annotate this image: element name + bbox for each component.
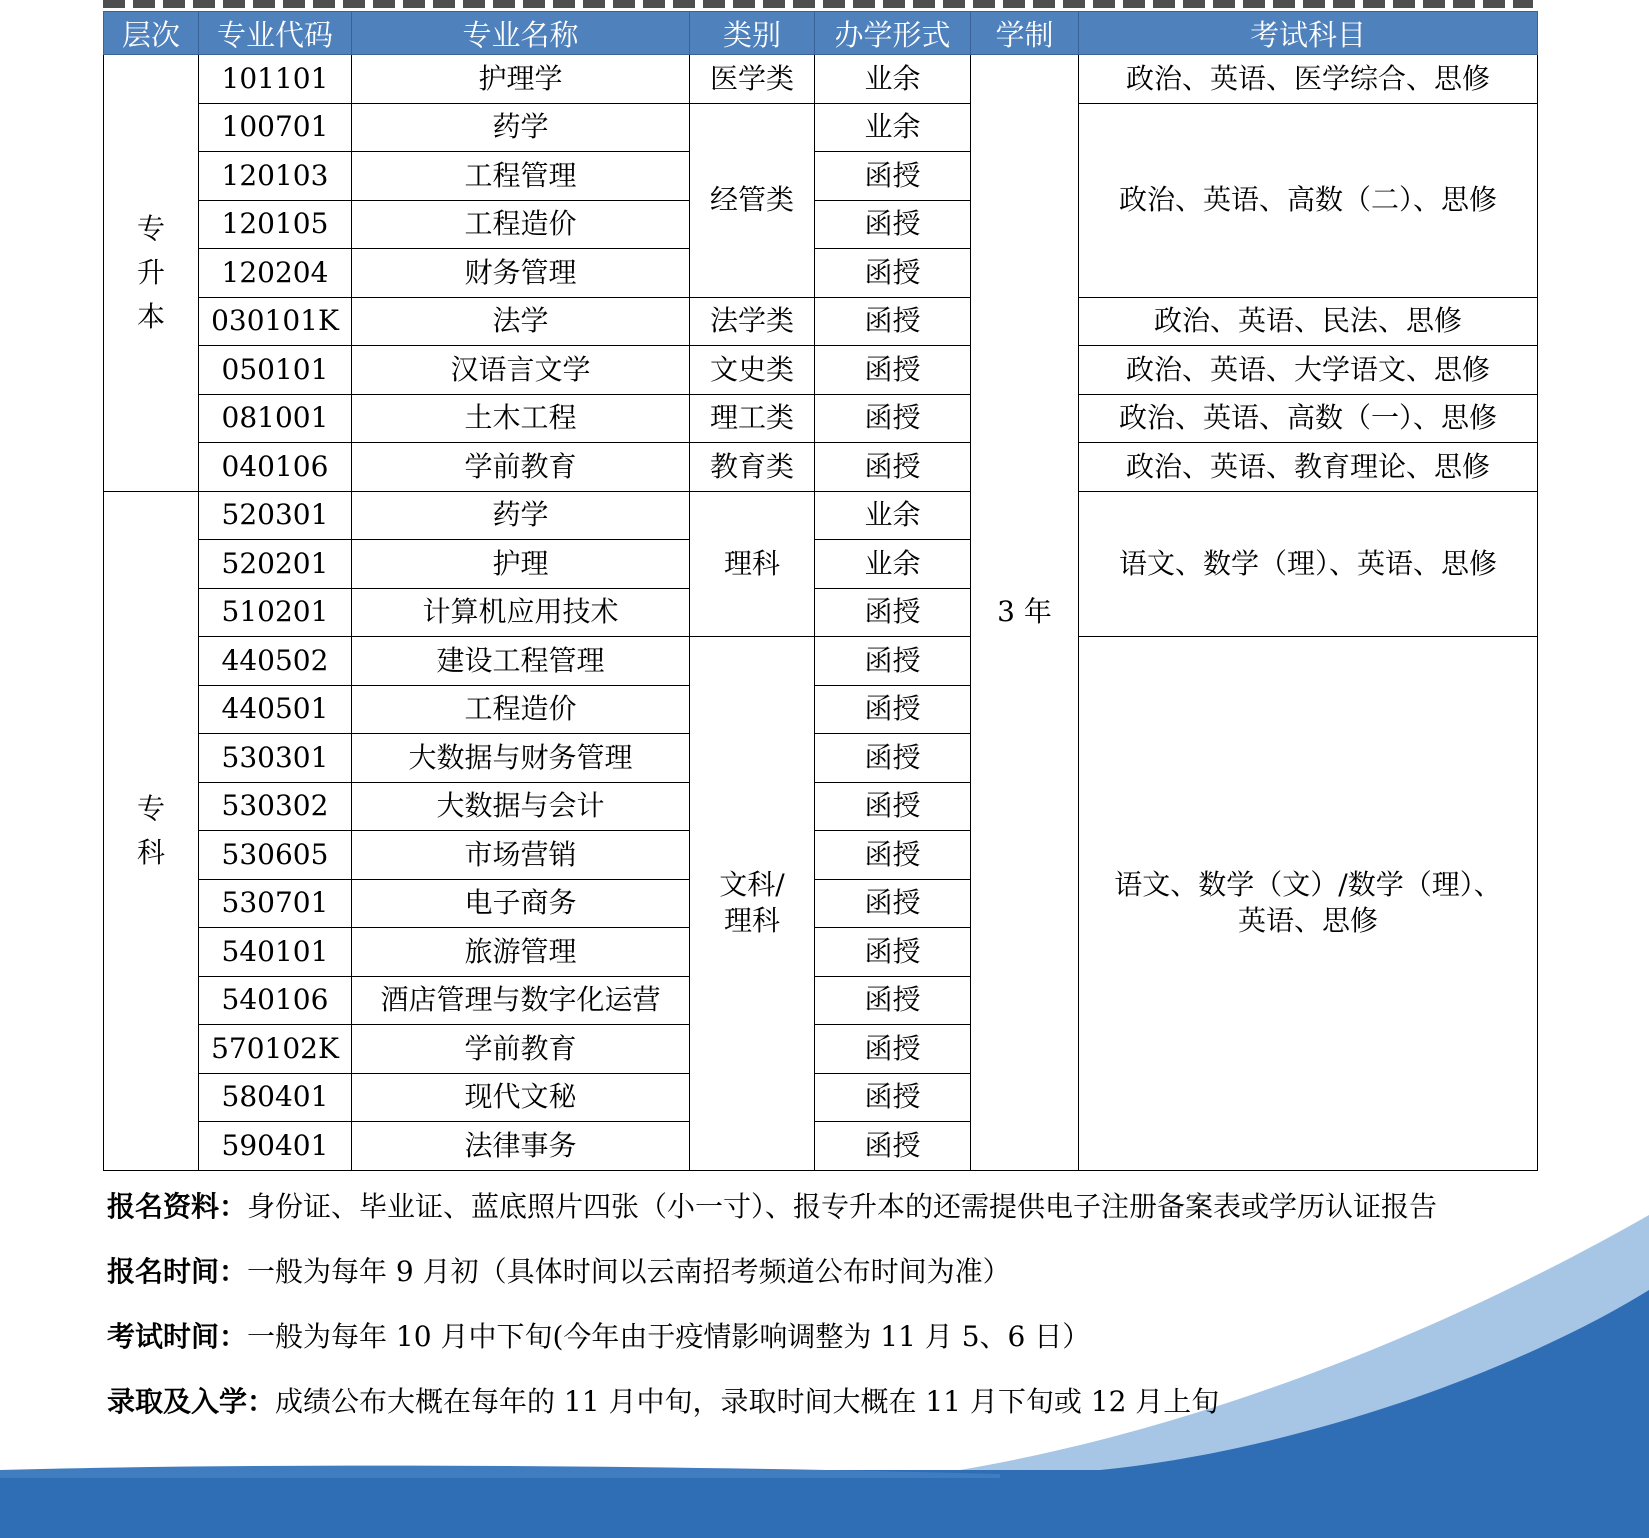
header-code: 专业代码 [199,12,352,55]
code-cell: 510201 [199,588,352,637]
table-row [104,443,1538,492]
code-cell: 120105 [199,200,352,249]
name-cell: 大数据与财务管理 [352,734,690,783]
name-cell: 市场营销 [352,831,690,880]
name-cell: 工程造价 [352,200,690,249]
name-cell: 现代文秘 [352,1073,690,1122]
program-table [103,11,1538,1171]
notes-section [107,1187,1557,1447]
level-junior-char: 专 [136,791,165,825]
table-row [104,297,1538,346]
code-cell: 100701 [199,103,352,152]
subjects-cell: 政治、英语、高数（一）、思修 [1079,394,1538,443]
mode-cell: 函授 [815,831,971,880]
code-cell: 081001 [199,394,352,443]
header-category: 类别 [690,12,815,55]
code-cell: 050101 [199,346,352,395]
duration-cell: 3 年 [971,55,1079,1171]
name-cell: 护理 [352,540,690,589]
name-cell: 土木工程 [352,394,690,443]
note-registration-time [107,1252,1557,1317]
header-name: 专业名称 [352,12,690,55]
name-cell: 法学 [352,297,690,346]
code-cell: 590401 [199,1122,352,1171]
code-cell: 530605 [199,831,352,880]
code-cell: 570102K [199,1025,352,1074]
note-admission [107,1382,1557,1447]
subjects-cell: 语文、数学（理）、英语、思修 [1079,491,1538,637]
mode-cell: 业余 [815,540,971,589]
code-cell: 030101K [199,297,352,346]
name-cell: 计算机应用技术 [352,588,690,637]
table-row [104,637,1538,686]
code-cell: 440501 [199,685,352,734]
mode-cell: 函授 [815,249,971,298]
code-cell: 120103 [199,152,352,201]
mode-cell: 函授 [815,1073,971,1122]
name-cell: 酒店管理与数字化运营 [352,976,690,1025]
level-upgrade-char: 专 [136,211,165,245]
note-label: 录取及入学： [107,1385,276,1418]
mode-cell: 函授 [815,346,971,395]
table-row [104,346,1538,395]
name-cell: 学前教育 [352,443,690,492]
name-cell: 工程管理 [352,152,690,201]
subjects-line: 语文、数学（文）/数学（理）、 [1114,867,1502,901]
mode-cell: 业余 [815,103,971,152]
mode-cell: 函授 [815,443,971,492]
mode-cell: 函授 [815,928,971,977]
mode-cell: 函授 [815,782,971,831]
name-cell: 建设工程管理 [352,637,690,686]
code-cell: 040106 [199,443,352,492]
category-cell [690,637,815,1171]
code-cell: 530301 [199,734,352,783]
name-cell: 法律事务 [352,1122,690,1171]
note-text: 身份证、毕业证、蓝底照片四张（小一寸）、报专升本的还需提供电子注册备案表或学历认证报告 [247,1190,1438,1223]
mode-cell: 函授 [815,1025,971,1074]
subjects-cell: 政治、英语、大学语文、思修 [1079,346,1538,395]
code-cell: 530302 [199,782,352,831]
name-cell: 药学 [352,491,690,540]
level-upgrade-cell [104,55,199,492]
cropped-text-line [103,0,1533,8]
note-text: 成绩公布大概在每年的 11 月中旬，录取时间大概在 11 月下旬或 12 月上旬 [275,1385,1220,1418]
mode-cell: 函授 [815,976,971,1025]
mode-cell: 函授 [815,297,971,346]
category-line: 理科 [723,904,780,938]
code-cell: 120204 [199,249,352,298]
table-row [104,394,1538,443]
name-cell: 汉语言文学 [352,346,690,395]
note-registration-materials [107,1187,1557,1252]
category-cell: 经管类 [690,103,815,297]
header-level: 层次 [104,12,199,55]
subjects-cell: 政治、英语、民法、思修 [1079,297,1538,346]
name-cell: 电子商务 [352,879,690,928]
mode-cell: 函授 [815,152,971,201]
note-text: 一般为每年 9 月初（具体时间以云南招考频道公布时间为准） [247,1255,1011,1288]
mode-cell: 函授 [815,685,971,734]
subjects-cell [1079,637,1538,1171]
name-cell: 财务管理 [352,249,690,298]
note-label: 报名资料： [107,1190,248,1223]
mode-cell: 函授 [815,879,971,928]
name-cell: 护理学 [352,55,690,104]
mode-cell: 业余 [815,491,971,540]
note-label: 报名时间： [107,1255,248,1288]
table-header-row [104,12,1538,55]
subjects-cell: 政治、英语、教育理论、思修 [1079,443,1538,492]
mode-cell: 函授 [815,200,971,249]
code-cell: 440502 [199,637,352,686]
code-cell: 530701 [199,879,352,928]
mode-cell: 函授 [815,637,971,686]
name-cell: 工程造价 [352,685,690,734]
header-duration: 学制 [971,12,1079,55]
category-line: 文科/ [719,867,785,901]
name-cell: 大数据与会计 [352,782,690,831]
category-cell: 文史类 [690,346,815,395]
table-row [104,103,1538,152]
note-exam-time [107,1317,1557,1382]
category-cell: 理工类 [690,394,815,443]
code-cell: 520301 [199,491,352,540]
header-mode: 办学形式 [815,12,971,55]
table-row [104,55,1538,104]
subjects-cell: 政治、英语、医学综合、思修 [1079,55,1538,104]
header-subjects: 考试科目 [1079,12,1538,55]
name-cell: 药学 [352,103,690,152]
level-junior-cell [104,491,199,1170]
code-cell: 540101 [199,928,352,977]
subjects-line: 英语、思修 [1237,904,1378,938]
name-cell: 学前教育 [352,1025,690,1074]
code-cell: 540106 [199,976,352,1025]
mode-cell: 函授 [815,1122,971,1171]
category-cell: 理科 [690,491,815,637]
mode-cell: 业余 [815,55,971,104]
mode-cell: 函授 [815,734,971,783]
note-text: 一般为每年 10 月中下旬(今年由于疫情影响调整为 11 月 5、6 日） [247,1320,1091,1353]
code-cell: 101101 [199,55,352,104]
name-cell: 旅游管理 [352,928,690,977]
table-row [104,491,1538,540]
category-cell: 医学类 [690,55,815,104]
note-label: 考试时间： [107,1320,248,1353]
level-upgrade-char: 升 [136,255,165,289]
level-junior-char: 科 [136,835,165,869]
mode-cell: 函授 [815,588,971,637]
code-cell: 580401 [199,1073,352,1122]
mode-cell: 函授 [815,394,971,443]
level-upgrade-char: 本 [136,299,165,333]
category-cell: 教育类 [690,443,815,492]
subjects-cell: 政治、英语、高数（二）、思修 [1079,103,1538,297]
code-cell: 520201 [199,540,352,589]
category-cell: 法学类 [690,297,815,346]
